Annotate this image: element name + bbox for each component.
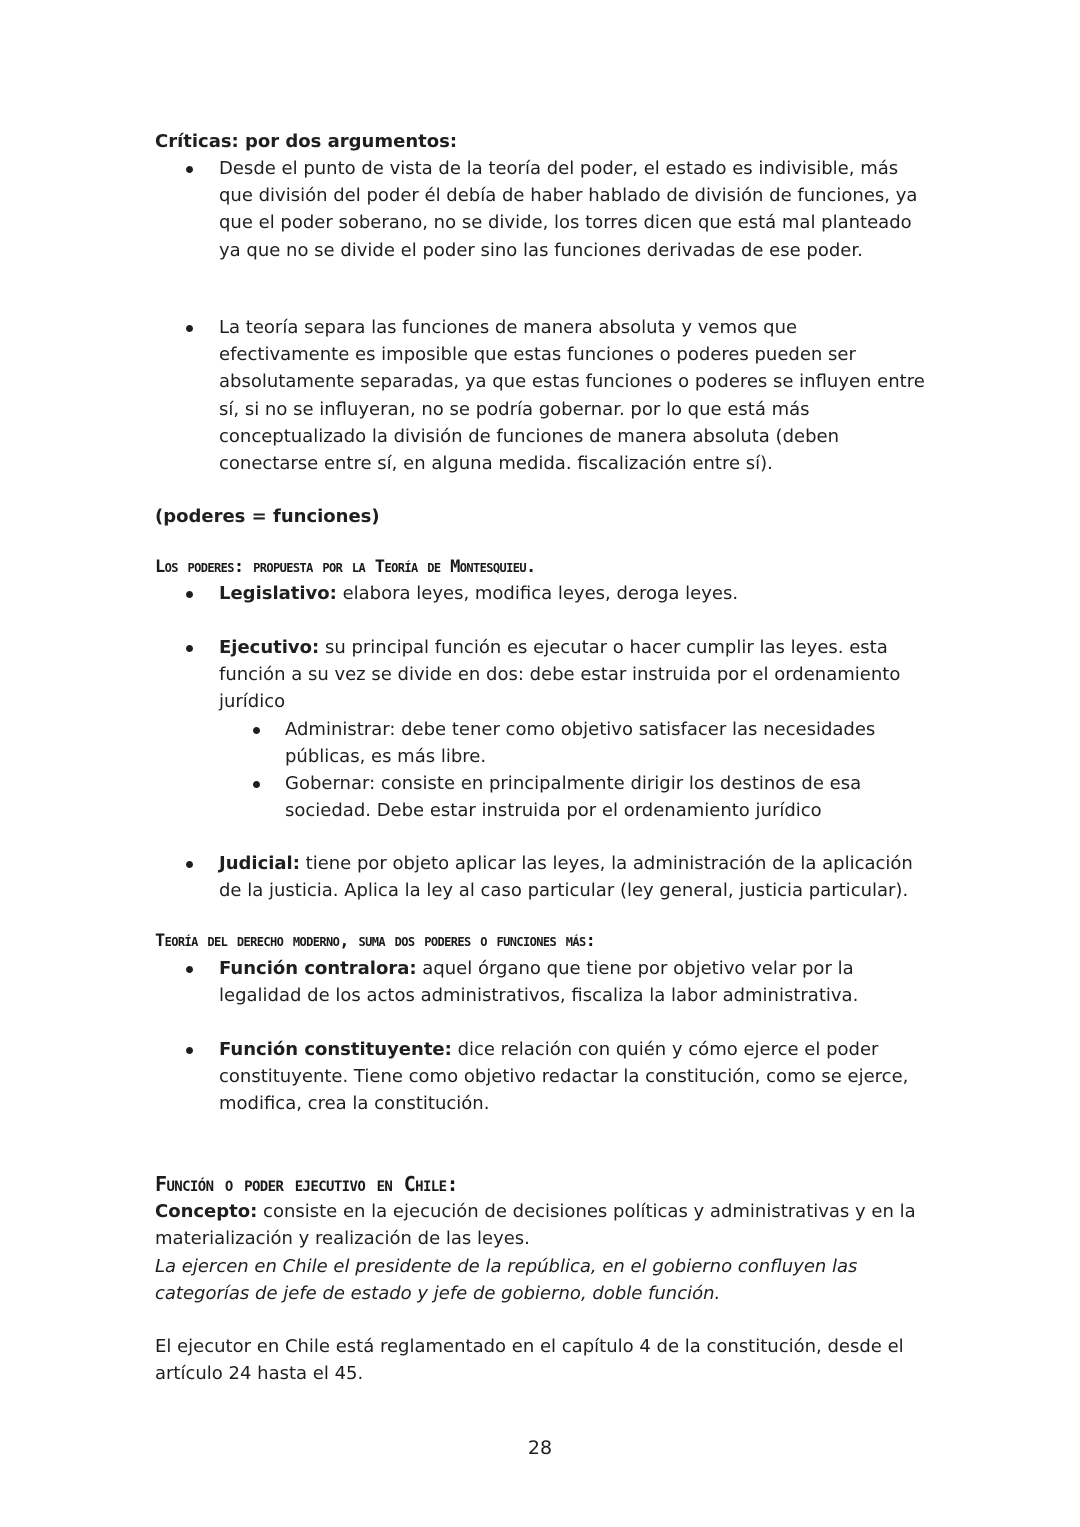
bullet-icon	[186, 166, 193, 173]
legislativo-text: elabora leyes, modifica leyes, deroga leyes.	[336, 583, 739, 604]
concepto-text: consiste en la ejecución de decisiones políticas y administrativas y en la materialización y realización de las leyes.	[155, 1201, 916, 1250]
bullet-icon	[253, 727, 260, 734]
judicial-item	[219, 850, 929, 904]
equivalence-note: (poderes = funciones)	[155, 506, 380, 527]
contralora-text: aquel órgano que tiene por objetivo velar por la legalidad de los actos administrativos, fiscaliza la labor administrativa.	[219, 958, 859, 1007]
moderno-heading: Teoría del derecho moderno, suma dos poderes o funciones más:	[155, 931, 596, 951]
legislativo-item	[219, 580, 929, 607]
judicial-term: Judicial:	[219, 853, 300, 874]
bullet-icon	[253, 781, 260, 788]
bullet-icon	[186, 645, 193, 652]
bullet-icon	[186, 325, 193, 332]
concepto-paragraph	[155, 1198, 935, 1252]
bullet-icon	[186, 861, 193, 868]
bullet-icon	[186, 1047, 193, 1054]
judicial-text: tiene por objeto aplicar las leyes, la administración de la aplicación de la justicia. Aplica la ley al caso particular (ley general, justicia particular).	[219, 853, 913, 902]
ejecutivo-text: su principal función es ejecutar o hacer cumplir las leyes. esta función a su vez se divide en dos: debe estar instruida por el ordenamiento jurídico	[219, 637, 901, 713]
ejecutivo-term: Ejecutivo:	[219, 637, 320, 658]
page-number: 28	[527, 1437, 553, 1459]
ejecutivo-item	[219, 634, 929, 716]
contralora-item	[219, 955, 929, 1009]
bullet-icon	[186, 966, 193, 973]
criticas-item-1: Desde el punto de vista de la teoría del poder, el estado es indivisible, más que división del poder él debía de haber hablado de división de funciones, ya que el poder soberano, no se divide, los torres dicen que está mal planteado ya que no se divide el poder sino las funciones derivadas de ese poder.	[219, 158, 918, 261]
chile-heading: Función o poder ejecutivo en Chile:	[155, 1172, 458, 1196]
constituyente-term: Función constituyente:	[219, 1039, 452, 1060]
constituyente-item	[219, 1036, 929, 1118]
criticas-heading: Críticas: por dos argumentos:	[155, 131, 458, 152]
concepto-term: Concepto:	[155, 1201, 258, 1222]
montesquieu-heading: Los poderes: propuesta por la Teoría de Montesquieu.	[155, 557, 536, 577]
contralora-term: Función contralora:	[219, 958, 417, 979]
bullet-icon	[186, 591, 193, 598]
chile-italic-paragraph: La ejercen en Chile el presidente de la república, en el gobierno confluyen las categorías de jefe de estado y jefe de gobierno, doble función.	[155, 1256, 858, 1305]
legislativo-term: Legislativo:	[219, 583, 337, 604]
criticas-item-2: La teoría separa las funciones de manera absoluta y vemos que efectivamente es imposible que estas funciones o poderes pueden ser absolutamente separadas, ya que estas funciones o poderes se influyen entre sí, si no se influyeran, no se podría gobernar. por lo que está más conceptualizado la división de funciones de manera absoluta (deben conectarse entre sí, en alguna medida. fiscalización entre sí).	[219, 317, 925, 475]
ejecutivo-subitem-1: Administrar: debe tener como objetivo satisfacer las necesidades públicas, es más libre.	[285, 719, 876, 768]
constituyente-text: dice relación con quién y cómo ejerce el poder constituyente. Tiene como objetivo redactar la constitución, como se ejerce, modifica, crea la constitución.	[219, 1039, 909, 1115]
chile-final-paragraph: El ejecutor en Chile está reglamentado en el capítulo 4 de la constitución, desde el artículo 24 hasta el 45.	[155, 1336, 904, 1385]
ejecutivo-subitem-2: Gobernar: consiste en principalmente dirigir los destinos de esa sociedad. Debe estar instruida por el ordenamiento jurídico	[285, 773, 862, 822]
